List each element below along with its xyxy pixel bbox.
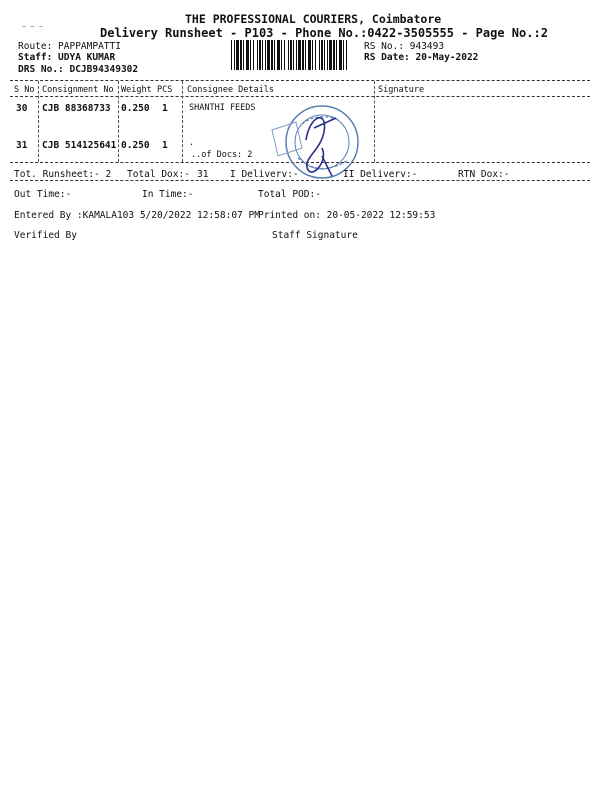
staff-signature: Staff Signature [272, 230, 358, 241]
row-weight: 0.250 [121, 140, 150, 151]
row-sno: 31 [16, 140, 28, 151]
row-consignment: CJB 514125641 [42, 140, 117, 151]
barcode-bar [265, 40, 266, 70]
rs-number: RS No.: 943493 [364, 41, 445, 52]
barcode-bar [333, 40, 335, 70]
row-pcs: 1 [162, 140, 168, 151]
barcode [230, 40, 352, 70]
docs-count: ..of Docs: 2 [191, 150, 253, 160]
ii-delivery: II Deliverv:- [343, 169, 418, 180]
runsheet-title: Delivery Runsheet - P103 - Phone No.:0422-3505555 - Page No.:2 [100, 26, 548, 40]
in-time: In Time:- [142, 189, 194, 200]
col-divider [182, 81, 183, 162]
barcode-bar [236, 40, 239, 70]
row-consignee: . [189, 138, 195, 148]
total-pod: Total POD:- [258, 189, 321, 200]
printed-on: Printed on: 20-05-2022 12:59:53 [258, 210, 436, 221]
route-label: Route: PAPPAMPATTI [18, 41, 121, 52]
barcode-bar [231, 40, 232, 70]
barcode-bar [329, 40, 332, 70]
row-consignment: CJB 88368733 [42, 103, 111, 114]
row-consignee: SHANTHI FEEDS [189, 103, 256, 113]
barcode-bar [293, 40, 294, 70]
barcode-bar [327, 40, 328, 70]
drs-number: DRS No.: DCJB94349302 [18, 64, 139, 75]
col-header-signature: Signature [378, 85, 425, 95]
barcode-bar [343, 40, 344, 70]
barcode-bar [339, 40, 342, 70]
barcode-bar [243, 40, 244, 70]
out-time: Out Time:- [14, 189, 72, 200]
col-header-sno: S No [14, 85, 35, 95]
col-header-consignment: Consignment No [42, 85, 114, 95]
barcode-bar [277, 40, 280, 70]
barcode-bar [346, 40, 347, 70]
barcode-bar [281, 40, 282, 70]
barcode-bar [257, 40, 258, 70]
tot-runsheet: Tot. Runsheet:- 2 [14, 169, 112, 180]
total-dox-label: Total Dox:- [127, 169, 190, 180]
barcode-bar [267, 40, 270, 70]
rtn-dox: RTN Dox:- [458, 169, 510, 180]
barcode-bar [296, 40, 297, 70]
barcode-bar [240, 40, 242, 70]
table-top-rule [10, 80, 590, 81]
barcode-bar [336, 40, 337, 70]
barcode-bar [302, 40, 304, 70]
rs-date: RS Date: 20-May-2022 [364, 52, 479, 63]
row-weight: 0.250 [121, 103, 150, 114]
col-divider [374, 81, 375, 162]
row-sno: 30 [16, 103, 28, 114]
barcode-bar [246, 40, 249, 70]
scribble-mark: ~ ~ ~ [22, 23, 44, 31]
col-header-weight: Weight [121, 85, 152, 95]
barcode-bar [274, 40, 275, 70]
barcode-bar [324, 40, 325, 70]
total-dox-value: 31 [197, 169, 209, 180]
staff-label: Staff: UDYA KUMAR [18, 52, 116, 63]
i-delivery: I Deliverv:- [230, 169, 299, 180]
barcode-bar [253, 40, 254, 70]
barcode-bar [305, 40, 306, 70]
row-pcs: 1 [162, 103, 168, 114]
barcode-bar [250, 40, 251, 70]
barcode-bar [298, 40, 301, 70]
barcode-bar [259, 40, 261, 70]
table-header-rule [10, 96, 590, 97]
barcode-bar [312, 40, 313, 70]
col-divider [118, 81, 119, 162]
col-divider [38, 81, 39, 162]
barcode-bar [315, 40, 316, 70]
barcode-bar [308, 40, 311, 70]
verified-by: Verified By [14, 230, 77, 241]
entered-by: Entered By :KAMALA103 5/20/2022 12:58:07 PM [14, 210, 260, 221]
col-header-consignee: Consignee Details [187, 85, 274, 95]
barcode-bar [290, 40, 292, 70]
barcode-bar [271, 40, 273, 70]
col-header-pcs: PCS [157, 85, 173, 95]
barcode-bar [319, 40, 320, 70]
barcode-bar [288, 40, 289, 70]
barcode-bar [262, 40, 263, 70]
barcode-bar [284, 40, 285, 70]
barcode-bar [234, 40, 235, 70]
barcode-bar [321, 40, 323, 70]
company-name: THE PROFESSIONAL COURIERS, Coimbatore [185, 12, 442, 26]
